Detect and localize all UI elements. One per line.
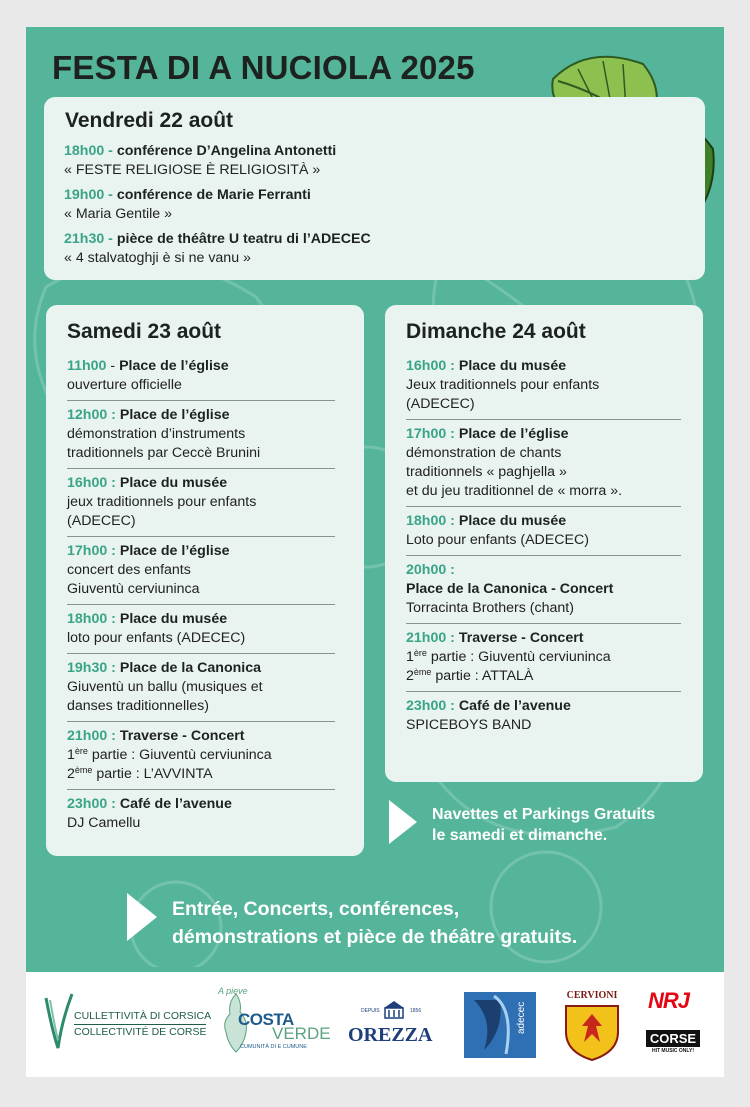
event-item [406,556,681,624]
nrj-tagline: HIT MUSIC ONLY! [651,1048,695,1054]
orezza-year: 1856 [410,1008,422,1014]
event-description: démonstration d’instruments [67,426,246,442]
sunday-heading: Dimanche 24 août [406,320,586,343]
event-description: « FESTE RELIGIOSE È RELIGIOSITÀ » [64,162,321,178]
part-text: partie : Giuventù cerviuninca [91,747,272,763]
orezza-logo [346,1000,442,1056]
event-part-2: 2ème partie : L’AVVINTA [67,765,213,782]
event-time: 11h00 [67,358,107,374]
orezza-building-icon [382,1000,406,1020]
event-place: Place du musée [119,475,228,491]
shuttle-note [432,804,655,846]
event-item [67,790,335,838]
event-item [406,507,681,556]
event-item [67,401,335,469]
event-description: Jeux traditionnels pour enfants [406,377,600,393]
collectivite-line-2: COLLECTIVITÉ DE CORSE [74,1026,207,1038]
entry-note [172,895,577,951]
saturday-event-list [67,357,335,838]
saturday-card [46,305,364,856]
event-place: Place du musée [458,513,567,529]
ordinal-suffix: ère [74,746,88,756]
event-place: Place de l’église [458,426,569,442]
event-item [67,605,335,654]
event-poster [26,27,724,972]
entry-note-line: Entrée, Concerts, conférences, [172,898,460,920]
event-time: 21h30 [64,231,105,247]
shuttle-note-line: le samedi et dimanche. [432,827,608,844]
event-description: loto pour enfants (ADECEC) [67,630,246,646]
event-item: 11h00 - Place de l’église ouverture officielle [67,357,335,401]
adecec-name: adecec [516,1001,527,1034]
event-time: 17h00 : [67,543,116,559]
nrj-name: NRJ [648,988,690,1013]
event-description: et du jeu traditionnel de « morra ». [406,483,623,499]
collectivite-de-corse-logo [44,990,212,1050]
event-place: Place de l’église [119,358,229,374]
event-time: 17h00 : [406,426,455,442]
event-place: Traverse - Concert [458,630,584,646]
event-item [67,469,335,537]
event-time: 21h00 : [67,728,116,744]
event-place: Traverse - Concert [119,728,245,744]
event-place: Place de la Canonica - Concert [406,581,614,597]
event-time: 18h00 [64,143,105,159]
event-part-2: 2ème partie : ATTALÀ [406,667,534,684]
event-description: Loto pour enfants (ADECEC) [406,532,589,548]
event-description: « Maria Gentile » [64,206,173,222]
event-item [64,186,684,224]
event-description: Giuventù cerviuninca [67,581,200,597]
part-text: partie : ATTALÀ [435,668,534,684]
event-place: Place du musée [458,358,567,374]
event-title: conférence D’Angelina Antonetti [116,143,337,159]
event-part-1: 1ère partie : Giuventù cerviuninca [67,746,272,763]
event-description: (ADECEC) [406,396,475,412]
event-separator: - [104,187,117,203]
event-time: 19h00 [64,187,105,203]
sponsor-logos [26,972,724,1077]
event-description: jeux traditionnels pour enfants [67,494,257,510]
event-time: 21h00 : [406,630,455,646]
event-description: concert des enfants [67,562,191,578]
event-title: pièce de théâtre U teatru di l’ADECEC [116,231,371,247]
part-text: partie : Giuventù cerviuninca [430,649,611,665]
event-description: SPICEBOYS BAND [406,717,532,733]
event-separator: - [104,143,117,159]
adecec-logo [464,990,536,1060]
poster-title: FESTA DI A NUCIOLA 2025 [52,49,475,86]
friday-event-list [64,142,684,274]
cervioni-name: CERVIONI [566,990,618,1001]
event-description: ouverture officielle [67,377,182,393]
orezza-name: OREZZA [348,1024,433,1046]
event-time: 23h00 : [67,796,116,812]
event-description: « 4 stalvatoghji è si ne vanu » [64,250,251,266]
nrj-region: CORSE [646,1030,700,1047]
nrj-corse-logo [644,982,702,1066]
event-description: Giuventù un ballu (musiques et [67,679,263,695]
event-time: 20h00 : [406,562,455,578]
event-place: Café de l’avenue [119,796,232,812]
event-time: 16h00 : [67,475,116,491]
costa-sub: CUMUNITÀ DI E CUMUNE [240,1044,307,1050]
cervioni-shield-icon [562,1002,622,1062]
orezza-since: DEPUIS [361,1008,380,1014]
entry-arrow-icon [127,893,157,941]
event-item [67,654,335,722]
costa-name-2: VERDE [272,1024,331,1043]
entry-note-line: démonstrations et pièce de théâtre gratuits. [172,926,578,948]
event-place: Place du musée [119,611,228,627]
event-item [67,537,335,605]
event-item [406,624,681,692]
collectivite-swoosh-icon [44,990,74,1050]
saturday-heading: Samedi 23 août [67,320,222,343]
event-description: traditionnels « paghjella » [406,464,567,480]
event-time: 12h00 : [67,407,116,423]
event-description: traditionnels par Ceccè Brunini [67,445,261,461]
costa-name-1: COSTA [238,1010,294,1029]
friday-heading: Vendredi 22 août [65,109,234,132]
event-description: danses traditionnelles) [67,698,209,714]
event-time: 16h00 : [406,358,455,374]
sunday-card [385,305,703,782]
part-text: partie : L’AVVINTA [96,766,213,782]
event-place: Café de l’avenue [458,698,571,714]
shuttle-arrow-icon [389,800,417,844]
event-item [406,420,681,507]
event-description: démonstration de chants [406,445,562,461]
event-item [64,230,684,268]
collectivite-line-1: CULLETTIVITÀ DI CORSICA [74,1010,212,1022]
costa-verde-logo [216,986,331,1058]
ordinal-suffix: ère [413,648,427,658]
event-place: Place de la Canonica [119,660,262,676]
event-time: 18h00 : [406,513,455,529]
sunday-event-list [406,357,681,740]
ordinal-suffix: ème [413,667,432,677]
costa-pieve: A pieve [218,986,248,996]
event-title: conférence de Marie Ferranti [116,187,311,203]
event-description: Torracinta Brothers (chant) [406,600,574,616]
event-time: 18h00 : [67,611,116,627]
event-item [406,357,681,420]
friday-card [44,97,705,280]
event-item [64,142,684,180]
cervioni-logo [558,990,626,1064]
shuttle-note-line: Navettes et Parkings Gratuits [432,806,656,823]
event-item [67,722,335,790]
event-place: Place de l’église [119,407,230,423]
event-place: Place de l’église [119,543,230,559]
event-item [406,692,681,740]
event-description: (ADECEC) [67,513,136,529]
event-part-1: 1ère partie : Giuventù cerviuninca [406,648,611,665]
event-time: 23h00 : [406,698,455,714]
ordinal-suffix: ème [74,765,93,775]
event-time: 19h30 : [67,660,116,676]
event-separator: - [104,231,117,247]
event-description: DJ Camellu [67,815,141,831]
